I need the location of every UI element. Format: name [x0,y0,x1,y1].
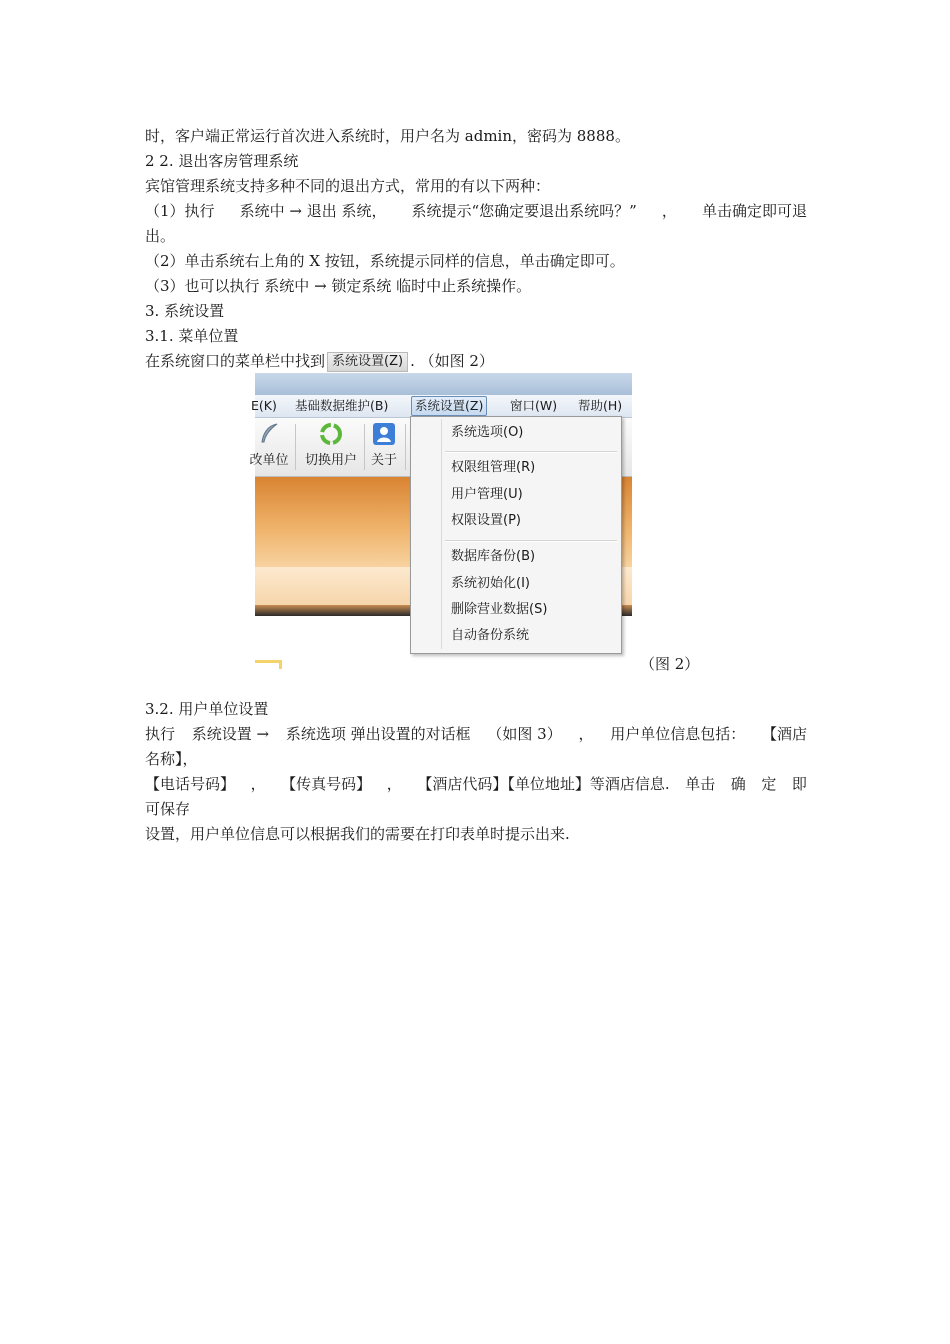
paragraph-line: 出。 [145,227,176,245]
section-heading: 3. 系统设置 [145,302,225,320]
toolbar-label: 改单位 [249,453,289,468]
paragraph-line [145,774,807,794]
text-span: . （如图 2） [410,352,494,370]
text-span: 系统选项 弹出设置的对话框 [285,725,471,743]
window-titlebar [255,373,632,395]
text-span: 【传真号码】 [281,775,372,793]
toolbar-about-button[interactable] [367,422,401,469]
section-heading: 2 2. 退出客房管理系统 [145,152,299,170]
toolbar-separator [364,424,365,470]
system-settings-button-image: 系统设置(Z) [327,352,408,372]
system-settings-dropdown [410,416,622,654]
text-span: ， [386,775,402,793]
text-span: 定 [761,775,777,793]
menu-separator [445,540,617,542]
menu-separator [445,451,617,453]
text-span: （如图 3） [487,725,562,743]
menu-option-user-management[interactable]: 用户管理(U) [451,487,523,502]
text-span: 单击确定即可退 [701,202,807,220]
text-span: 执行 [145,725,176,743]
menu-option-auto-backup[interactable]: 自动备份系统 [451,628,530,643]
paragraph-line [145,351,807,372]
toolbar-switch-user-button[interactable] [299,422,363,469]
section-heading: 3.2. 用户单位设置 [145,700,269,718]
text-span: 系统提示“您确定要退出系统吗？” [411,202,637,220]
toolbar-label: 切换用户 [304,453,357,468]
text-span: 单击 [685,775,716,793]
feather-icon [257,422,281,446]
text-span: 系统中 → 退出 系统， [239,202,387,220]
text-span: 即 [791,775,807,793]
paragraph-line: 时，客户端正常运行首次进入系统时，用户名为 admin，密码为 8888。 [145,127,630,145]
text-span: 确 [730,775,746,793]
toolbar-separator [405,424,406,470]
menu-item-system-settings[interactable]: 系统设置(Z) [411,396,487,416]
menu-option-system-init[interactable]: 系统初始化(I) [451,576,530,591]
menu-bar [251,395,632,418]
paragraph-line: 名称】， [145,750,198,768]
text-span: ， [578,725,594,743]
paragraph-line: 宾馆管理系统支持多种不同的退出方式，常用的有以下两种： [145,177,551,195]
paragraph-line [145,724,807,744]
menu-item-help[interactable]: 帮助(H) [578,398,623,413]
text-span: 【酒店 [761,725,807,743]
text-span: 用户单位信息包括： [610,725,746,743]
text-span: （1）执行 [145,202,215,220]
figure-caption: （图 2） [640,655,700,673]
menu-gutter [441,419,442,649]
user-icon [372,422,396,446]
menu-item-window[interactable]: 窗口(W) [510,398,558,413]
text-span: ， [661,202,677,220]
recycle-icon [319,422,343,446]
decorative-corner-mark [255,660,282,669]
text-span: 【电话号码】 [145,775,236,793]
menu-option-database-backup[interactable]: 数据库备份(B) [451,549,536,564]
menu-option-permission-settings[interactable]: 权限设置(P) [451,513,521,528]
toolbar-change-unit-button[interactable] [247,422,291,469]
paragraph-line: 可保存 [145,800,191,818]
paragraph-line: （2）单击系统右上角的 X 按钮，系统提示同样的信息，单击确定即可。 [145,252,625,270]
text-span: 在系统窗口的菜单栏中找到 [145,352,326,370]
section-heading: 3.1. 菜单位置 [145,327,239,345]
paragraph-line: （3）也可以执行 系统中 → 锁定系统 临时中止系统操作。 [145,277,532,295]
paragraph-line: 设置，用户单位信息可以根据我们的需要在打印表单时提示出来. [145,825,570,843]
toolbar-label: 关于 [370,453,397,468]
menu-item-truncated[interactable]: E(K) [251,398,277,413]
toolbar-separator [295,424,296,470]
text-span: 系统设置 → [191,725,270,743]
text-span: 【酒店代码】【单位地址】等酒店信息. [417,775,670,793]
paragraph-line [145,201,807,221]
menu-item-basic-data[interactable]: 基础数据维护(B) [295,398,389,413]
menu-option-system-options[interactable]: 系统选项(O) [451,425,524,440]
text-span: ， [250,775,266,793]
menu-option-permission-group[interactable]: 权限组管理(R) [451,460,536,475]
menu-option-delete-business-data[interactable]: 删除营业数据(S) [451,602,548,617]
